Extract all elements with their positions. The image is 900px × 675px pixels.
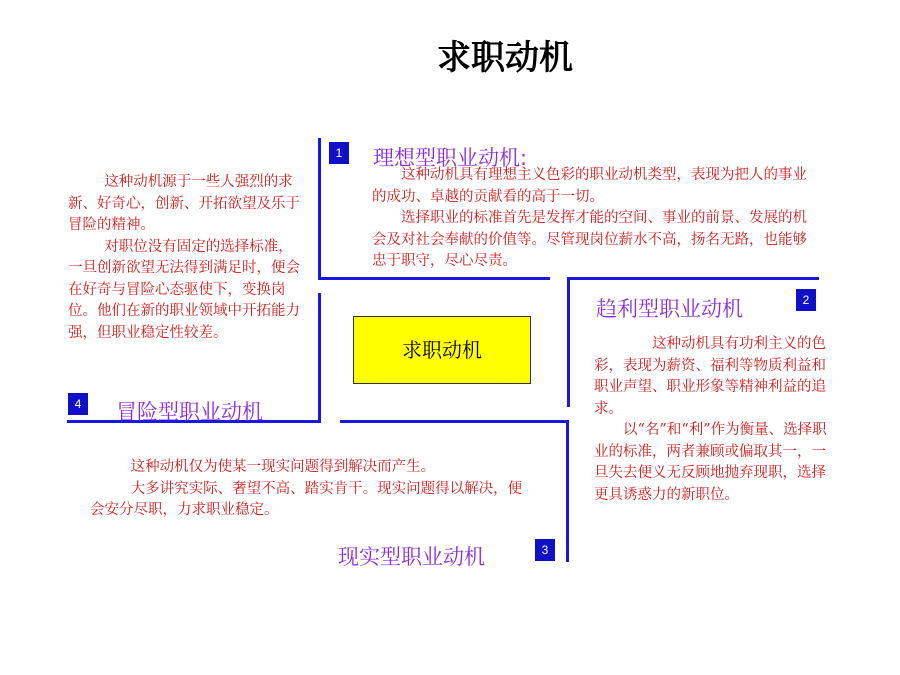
quadrant-2-paragraph: 这种动机具有功利主义的色彩，表现为薪资、福利等物质利益和职业声望、职业形象等精神利益的追求。 (594, 336, 826, 417)
divider-line-q1-vertical (318, 138, 321, 280)
quadrant-3-number-badge: 3 (535, 539, 555, 561)
quadrant-1-number-badge: 1 (329, 142, 349, 164)
quadrant-3-heading: 现实型职业动机 (338, 545, 485, 569)
quadrant-4-number-badge: 4 (68, 393, 88, 415)
center-label-box: 求职动机 (353, 316, 531, 384)
quadrant-1-description (372, 165, 808, 273)
quadrant-3-paragraph: 大多讲究实际、奢望不高、踏实肯干。现实问题得以解决，便会安分尽职，力求职业稳定。 (90, 480, 523, 518)
quadrant-2-paragraph: 以“名”和“利”作为衡量、选择职业的标准，两者兼顾或偏取其一，一旦失去便义无反顾地抛弃现职，选择更具诱惑力的新职位。 (594, 422, 827, 503)
divider-line-q2-vertical (567, 277, 570, 407)
quadrant-4-description (68, 172, 304, 344)
quadrant-3-description (90, 457, 528, 522)
divider-line-q2-horizontal (567, 277, 819, 280)
divider-line-q3-vertical (566, 420, 569, 562)
quadrant-4-paragraph: 这种动机源于一些人强烈的求新、好奇心，创新、开拓欲望及乐于冒险的精神。 (68, 174, 300, 233)
quadrant-3-paragraph: 这种动机仅为使某一现实问题得到解决而产生。 (130, 459, 436, 475)
quadrant-2-number-badge: 2 (796, 289, 816, 311)
page-title: 求职动机 (437, 38, 573, 78)
divider-line-q1-horizontal (318, 277, 550, 280)
quadrant-4-paragraph: 对职位没有固定的选择标准，一旦创新欲望无法得到满足时，便会在好奇与冒险心态驱使下，变换岗位。他们在新的职业领域中开拓能力强，但职业稳定性较差。 (68, 238, 300, 341)
quadrant-1-paragraph: 选择职业的标准首先是发挥才能的空间、事业的前景、发展的机会及对社会奉献的价值等。尽管现岗位薪水不高，扬名无路，也能够忠于职守，尽心尽责。 (372, 210, 807, 269)
quadrant-2-heading: 趋利型职业动机 (596, 297, 743, 321)
quadrant-1-heading: 理想型职业动机: (373, 146, 528, 170)
divider-line-q4-vertical (318, 293, 321, 423)
divider-line-q3-horizontal (340, 420, 569, 423)
quadrant-4-heading: 冒险型职业动机 (116, 400, 263, 424)
quadrant-1-paragraph: 这种动机具有理想主义色彩的职业动机类型，表现为把人的事业的成功、卓越的贡献看的高于一切。 (372, 167, 807, 205)
quadrant-2-description (594, 334, 831, 506)
